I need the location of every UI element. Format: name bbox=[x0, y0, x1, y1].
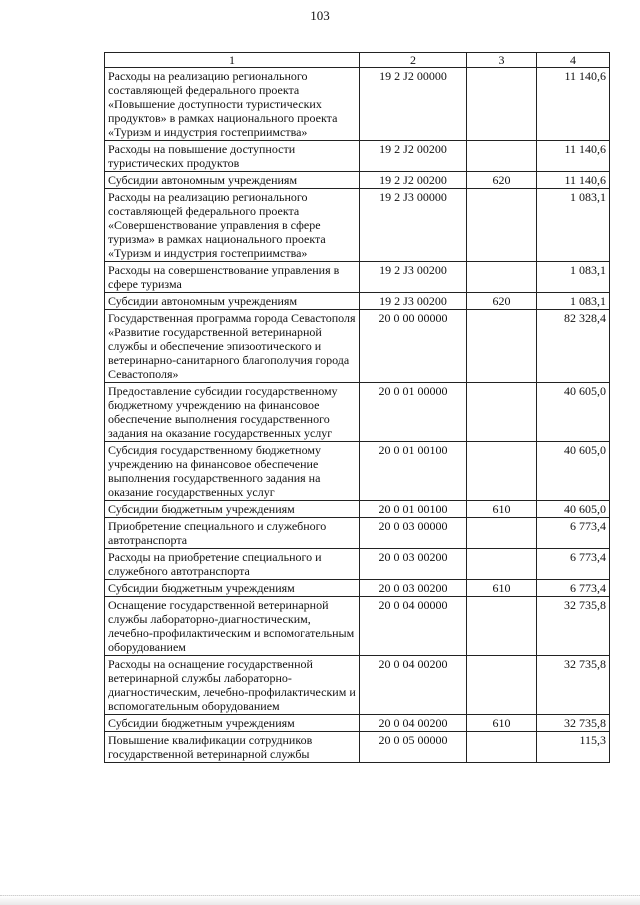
row-name-cell: Оснащение государственной ветеринарной службы лабораторно-диагностическим, лечебно-профилактическим и вспомогательным оборудованием bbox=[105, 597, 360, 656]
row-type-cell bbox=[467, 189, 537, 262]
row-name-cell: Субсидия государственному бюджетному учреждению на финансовое обеспечение выполнения государственного задания на оказание государственных услуг bbox=[105, 442, 360, 501]
row-type-cell: 620 bbox=[467, 293, 537, 310]
row-type-cell: 610 bbox=[467, 715, 537, 732]
row-type-cell bbox=[467, 310, 537, 383]
row-code-cell: 19 2 J2 00200 bbox=[360, 141, 467, 172]
row-amount-cell: 1 083,1 bbox=[537, 293, 610, 310]
row-name-cell: Государственная программа города Севастополя «Развитие государственной ветеринарной службы и обеспечение эпизоотического и ветеринарно-санитарного благополучия города Севастополя» bbox=[105, 310, 360, 383]
row-type-cell bbox=[467, 442, 537, 501]
row-type-cell bbox=[467, 68, 537, 141]
row-type-cell bbox=[467, 383, 537, 442]
row-type-cell bbox=[467, 518, 537, 549]
row-name-cell: Повышение квалификации сотрудников государственной ветеринарной службы bbox=[105, 732, 360, 763]
row-name-cell: Расходы на реализацию регионального составляющей федерального проекта «Повышение доступности туристических продуктов» в рамках национального проекта «Туризм и индустрия гостеприимства» bbox=[105, 68, 360, 141]
row-code-cell: 20 0 03 00000 bbox=[360, 518, 467, 549]
table-row bbox=[105, 68, 610, 141]
table-row bbox=[105, 732, 610, 763]
row-name-cell: Субсидии автономным учреждениям bbox=[105, 293, 360, 310]
row-amount-cell: 11 140,6 bbox=[537, 68, 610, 141]
table-row bbox=[105, 715, 610, 732]
row-type-cell bbox=[467, 549, 537, 580]
row-name-cell: Расходы на реализацию регионального составляющей федерального проекта «Совершенствование управления в сфере туризма» в рамках национального проекта «Туризм и индустрия гостеприимства» bbox=[105, 189, 360, 262]
row-code-cell: 20 0 04 00200 bbox=[360, 656, 467, 715]
table-row bbox=[105, 293, 610, 310]
row-amount-cell: 1 083,1 bbox=[537, 262, 610, 293]
page-number: 103 bbox=[310, 8, 330, 23]
table-row bbox=[105, 383, 610, 442]
row-type-cell: 610 bbox=[467, 580, 537, 597]
row-name-cell: Субсидии автономным учреждениям bbox=[105, 172, 360, 189]
row-type-cell: 610 bbox=[467, 501, 537, 518]
row-code-cell: 20 0 05 00000 bbox=[360, 732, 467, 763]
row-amount-cell: 11 140,6 bbox=[537, 172, 610, 189]
row-type-cell bbox=[467, 262, 537, 293]
header-row bbox=[105, 53, 610, 68]
row-name-cell: Расходы на повышение доступности туристических продуктов bbox=[105, 141, 360, 172]
row-type-cell bbox=[467, 141, 537, 172]
row-amount-cell: 11 140,6 bbox=[537, 141, 610, 172]
row-amount-cell: 40 605,0 bbox=[537, 442, 610, 501]
row-type-cell bbox=[467, 597, 537, 656]
table-row bbox=[105, 141, 610, 172]
row-name-cell: Приобретение специального и служебного автотранспорта bbox=[105, 518, 360, 549]
scan-edge bbox=[0, 895, 640, 905]
row-amount-cell: 32 735,8 bbox=[537, 715, 610, 732]
row-code-cell: 19 2 J2 00000 bbox=[360, 68, 467, 141]
row-amount-cell: 6 773,4 bbox=[537, 518, 610, 549]
table-row bbox=[105, 501, 610, 518]
row-code-cell: 19 2 J3 00200 bbox=[360, 262, 467, 293]
row-amount-cell: 6 773,4 bbox=[537, 580, 610, 597]
row-name-cell: Субсидии бюджетным учреждениям bbox=[105, 715, 360, 732]
row-type-cell bbox=[467, 732, 537, 763]
row-amount-cell: 32 735,8 bbox=[537, 597, 610, 656]
row-code-cell: 20 0 00 00000 bbox=[360, 310, 467, 383]
table-row bbox=[105, 172, 610, 189]
table-row bbox=[105, 262, 610, 293]
row-code-cell: 20 0 01 00100 bbox=[360, 501, 467, 518]
row-name-cell: Расходы на оснащение государственной ветеринарной службы лабораторно-диагностическим, лечебно-профилактическим и вспомогательным оборудованием bbox=[105, 656, 360, 715]
row-code-cell: 20 0 04 00000 bbox=[360, 597, 467, 656]
table-row bbox=[105, 518, 610, 549]
header-col-1: 1 bbox=[105, 53, 360, 68]
table-row bbox=[105, 597, 610, 656]
row-amount-cell: 40 605,0 bbox=[537, 383, 610, 442]
row-name-cell: Субсидии бюджетным учреждениям bbox=[105, 501, 360, 518]
header-col-2: 2 bbox=[360, 53, 467, 68]
header-col-4: 4 bbox=[537, 53, 610, 68]
row-amount-cell: 82 328,4 bbox=[537, 310, 610, 383]
row-name-cell: Субсидии бюджетным учреждениям bbox=[105, 580, 360, 597]
row-amount-cell: 115,3 bbox=[537, 732, 610, 763]
row-code-cell: 20 0 04 00200 bbox=[360, 715, 467, 732]
table-row bbox=[105, 656, 610, 715]
row-amount-cell: 1 083,1 bbox=[537, 189, 610, 262]
row-code-cell: 20 0 03 00200 bbox=[360, 580, 467, 597]
row-type-cell: 620 bbox=[467, 172, 537, 189]
header-col-3: 3 bbox=[467, 53, 537, 68]
row-amount-cell: 32 735,8 bbox=[537, 656, 610, 715]
row-type-cell bbox=[467, 656, 537, 715]
table-header bbox=[105, 53, 610, 68]
row-amount-cell: 6 773,4 bbox=[537, 549, 610, 580]
row-code-cell: 19 2 J3 00000 bbox=[360, 189, 467, 262]
row-name-cell: Расходы на совершенствование управления в сфере туризма bbox=[105, 262, 360, 293]
table-body bbox=[105, 68, 610, 763]
row-code-cell: 19 2 J3 00200 bbox=[360, 293, 467, 310]
row-code-cell: 20 0 01 00100 bbox=[360, 442, 467, 501]
row-name-cell: Предоставление субсидии государственному бюджетному учреждению на финансовое обеспечение выполнения государственного задания на оказание государственных услуг bbox=[105, 383, 360, 442]
table-row bbox=[105, 580, 610, 597]
table-row bbox=[105, 189, 610, 262]
row-name-cell: Расходы на приобретение специального и служебного автотранспорта bbox=[105, 549, 360, 580]
row-code-cell: 19 2 J2 00200 bbox=[360, 172, 467, 189]
budget-table bbox=[104, 52, 610, 763]
table-row bbox=[105, 310, 610, 383]
row-code-cell: 20 0 03 00200 bbox=[360, 549, 467, 580]
row-amount-cell: 40 605,0 bbox=[537, 501, 610, 518]
table-row bbox=[105, 442, 610, 501]
table-row bbox=[105, 549, 610, 580]
row-code-cell: 20 0 01 00000 bbox=[360, 383, 467, 442]
